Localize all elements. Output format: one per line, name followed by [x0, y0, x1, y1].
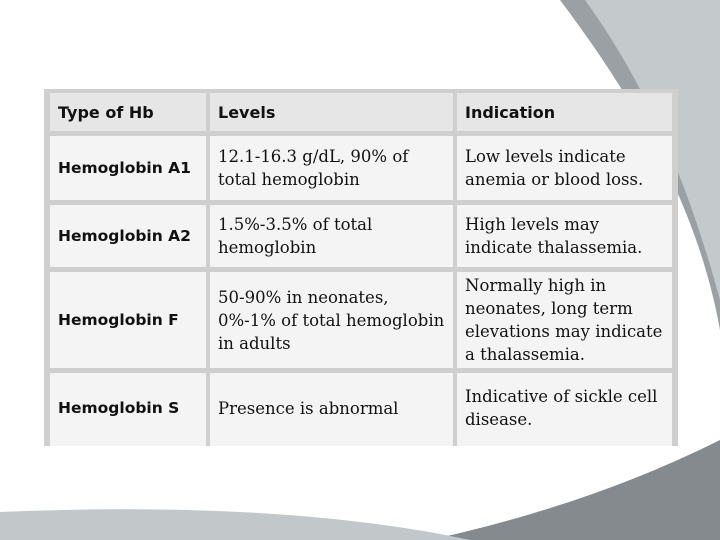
bottom-right-dark-panel — [430, 440, 720, 540]
indication-cell: Indicative of sickle cell disease. — [457, 373, 672, 446]
hemoglobin-table — [44, 89, 678, 446]
indication-cell: Normally high in neonates, long term elevations may indicate a thalassemia. — [457, 272, 672, 368]
indication-cell: High levels may indicate thalassemia. — [457, 205, 672, 267]
bottom-light-panel — [0, 509, 470, 540]
table-row — [44, 373, 678, 446]
table-header-row — [44, 93, 678, 131]
type-cell: Hemoglobin A1 — [50, 136, 206, 200]
type-cell: Hemoglobin F — [50, 272, 206, 368]
type-cell: Hemoglobin S — [50, 373, 206, 446]
levels-cell: Presence is abnormal — [210, 373, 453, 446]
type-cell: Hemoglobin A2 — [50, 205, 206, 267]
levels-cell: 50-90% in neonates, 0%-1% of total hemoglobin in adults — [210, 272, 453, 368]
header-levels: Levels — [210, 93, 453, 131]
header-type: Type of Hb — [50, 93, 206, 131]
table-row — [44, 205, 678, 267]
table-row — [44, 136, 678, 200]
levels-cell: 12.1-16.3 g/dL, 90% of total hemoglobin — [210, 136, 453, 200]
table-row — [44, 272, 678, 368]
indication-cell: Low levels indicate anemia or blood loss. — [457, 136, 672, 200]
levels-cell: 1.5%-3.5% of total hemoglobin — [210, 205, 453, 267]
header-indication: Indication — [457, 93, 672, 131]
